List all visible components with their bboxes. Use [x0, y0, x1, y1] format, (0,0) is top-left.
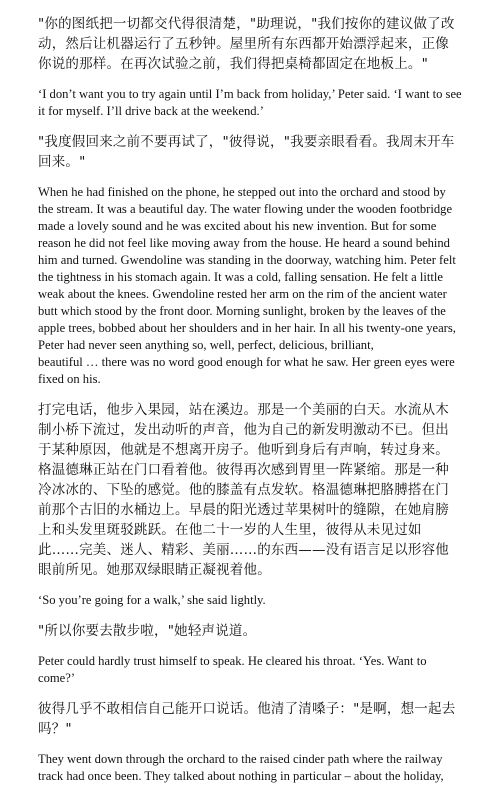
- paragraph-zh-3: 打完电话，他步入果园，站在溪边。那是一个美丽的白天。水流从木制小桥下流过，发出动听的声音，他为自己的新发明激动不已。但出于某种原因，他就是不想离开房子。他听到身后有声响，转过身来。格温德琳正站在门口看着他。彼得再次感到胃里一阵紧缩。那是一种冷冰冰的、下坠的感觉。他的膝盖有点发软。格温德琳把胳膊搭在门前那个古旧的水桶边上。早晨的阳光透过苹果树叶的缝隙，在她肩膀上和头发里斑驳跳跃。在他二十一岁的人生里，彼得从未见过如此……完美、迷人、精彩、美丽……的东西——没有语言足以形容他眼前所见。她那双绿眼睛正凝视着他。: [38, 402, 449, 578]
- paragraph-zh-1: "你的图纸把一切都交代得很清楚，"助理说，"我们按你的建议做了改动，然后让机器运行了五秒钟。屋里所有东西都开始漂浮起来，正像你说的那样。在再次试验之前，我们得把桌椅都固定在地板上。": [38, 16, 455, 72]
- paragraph-zh-2: "我度假回来之前不要再试了，"彼得说，"我要亲眼看看。我周末开车回来。": [38, 134, 455, 170]
- document-page: [38, 14, 462, 797]
- paragraph-en-1: ‘I don’t want you to try again until I’m back from holiday,’ Peter said. ‘I want to see it for myself. I’ll drive back at the weekend.’: [38, 87, 462, 118]
- paragraph-zh-4: "所以你要去散步啦，"她轻声说道。: [38, 623, 257, 639]
- paragraph-en-5: They went down through the orchard to the raised cinder path where the railway track had once been. They talked about nothing in particular – about the holiday,: [38, 752, 444, 783]
- paragraph-zh-5: 彼得几乎不敢相信自己能开口说话。他清了清嗓子："是啊，想一起去吗？": [38, 701, 456, 737]
- paragraph-en-4: Peter could hardly trust himself to speak. He cleared his throat. ‘Yes. Want to come?’: [38, 654, 427, 685]
- paragraph-en-2: When he had finished on the phone, he stepped out into the orchard and stood by the stream. It was a beautiful day. The water flowing under the wooden footbridge made a lovely sound and he was excited about his new invention. But for some reason he did not feel like moving away from the house. He heard a sound behind him and turned. Gwendoline was standing in the doorway, watching him. Peter felt the tightness in his stomach again. It was a cold, falling sensation. He felt a little weak about the knees. Gwendoline rested her arm on the rim of the ancient water butt which stood by the front door. Morning sunlight, broken by the leaves of the apple trees, bobbed about her shoulders and in her hair. In all his twenty-one years, Peter had never seen anything so, well, perfect, delicious, brilliant, beautiful … there was no word good enough for what he saw. Her green eyes were fixed on his.: [38, 185, 456, 386]
- paragraph-en-3: ‘So you’re going for a walk,’ she said lightly.: [38, 593, 266, 607]
